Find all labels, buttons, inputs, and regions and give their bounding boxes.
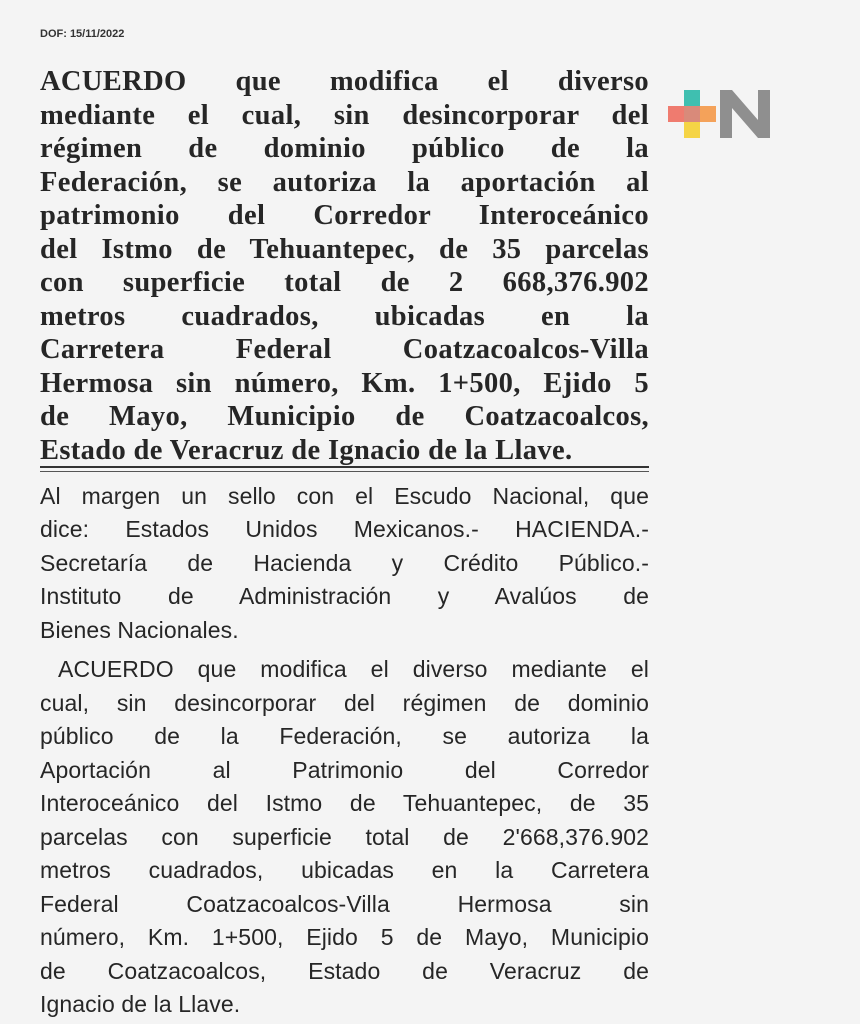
margin-line: Al margen un sello con el Escudo Nacional, que bbox=[40, 483, 649, 509]
title-line: con superficie total de 2 668,376.902 bbox=[40, 267, 649, 298]
title-line: Carretera Federal Coatzacoalcos-Villa bbox=[40, 334, 649, 365]
title-divider bbox=[40, 466, 649, 468]
title-line: Estado de Veracruz de Ignacio de la Llave. bbox=[40, 434, 573, 466]
body-line: ACUERDO que modifica el diverso mediante el bbox=[58, 656, 649, 682]
title-line: patrimonio del Corredor Interoceánico bbox=[40, 200, 649, 231]
body-line: de Coatzacoalcos, Estado de Veracruz de bbox=[40, 957, 649, 984]
body-line: metros cuadrados, ubicadas en la Carretera bbox=[40, 857, 649, 883]
margin-line: dice: Estados Unidos Mexicanos.- HACIENDA.- bbox=[40, 516, 649, 543]
body-line: Ignacio de la Llave. bbox=[40, 991, 241, 1017]
body-line: público de la Federación, se autoriza la bbox=[40, 723, 649, 749]
title-line: mediante el cual, sin desincorporar del bbox=[40, 99, 649, 131]
plus-mark-icon bbox=[668, 90, 716, 138]
body-line: Aportación al Patrimonio del Corredor bbox=[40, 756, 649, 783]
title-line: metros cuadrados, ubicadas en la bbox=[40, 300, 649, 332]
body-line: número, Km. 1+500, Ejido 5 de Mayo, Municipio bbox=[40, 924, 649, 950]
title-line: ACUERDO que modifica el diverso bbox=[40, 66, 649, 97]
title-line: régimen de dominio público de la bbox=[40, 133, 649, 164]
title-line: Federación, se autoriza la aportación al bbox=[40, 166, 649, 198]
body-line: Interoceánico del Istmo de Tehuantepec, de 35 bbox=[40, 790, 649, 816]
body-line: parcelas con superficie total de 2'668,376.902 bbox=[40, 823, 649, 850]
title-line: del Istmo de Tehuantepec, de 35 parcelas bbox=[40, 233, 649, 265]
n-letter-icon bbox=[720, 90, 770, 138]
margin-line: Instituto de Administración y Avalúos de bbox=[40, 583, 649, 610]
decree-body bbox=[40, 653, 649, 1022]
body-line: Federal Coatzacoalcos-Villa Hermosa sin bbox=[40, 890, 649, 917]
dof-date: DOF: 15/11/2022 bbox=[40, 28, 125, 40]
margin-note bbox=[40, 480, 649, 647]
body-line: cual, sin desincorporar del régimen de dominio bbox=[40, 689, 649, 716]
margin-line: Bienes Nacionales. bbox=[40, 616, 239, 643]
margin-line: Secretaría de Hacienda y Crédito Público.- bbox=[40, 549, 649, 576]
title-line: de Mayo, Municipio de Coatzacoalcos, bbox=[40, 401, 649, 432]
title-line: Hermosa sin número, Km. 1+500, Ejido 5 bbox=[40, 367, 649, 399]
title-divider-secondary bbox=[40, 471, 649, 472]
brand-logo bbox=[668, 88, 772, 142]
decree-title bbox=[40, 65, 649, 467]
